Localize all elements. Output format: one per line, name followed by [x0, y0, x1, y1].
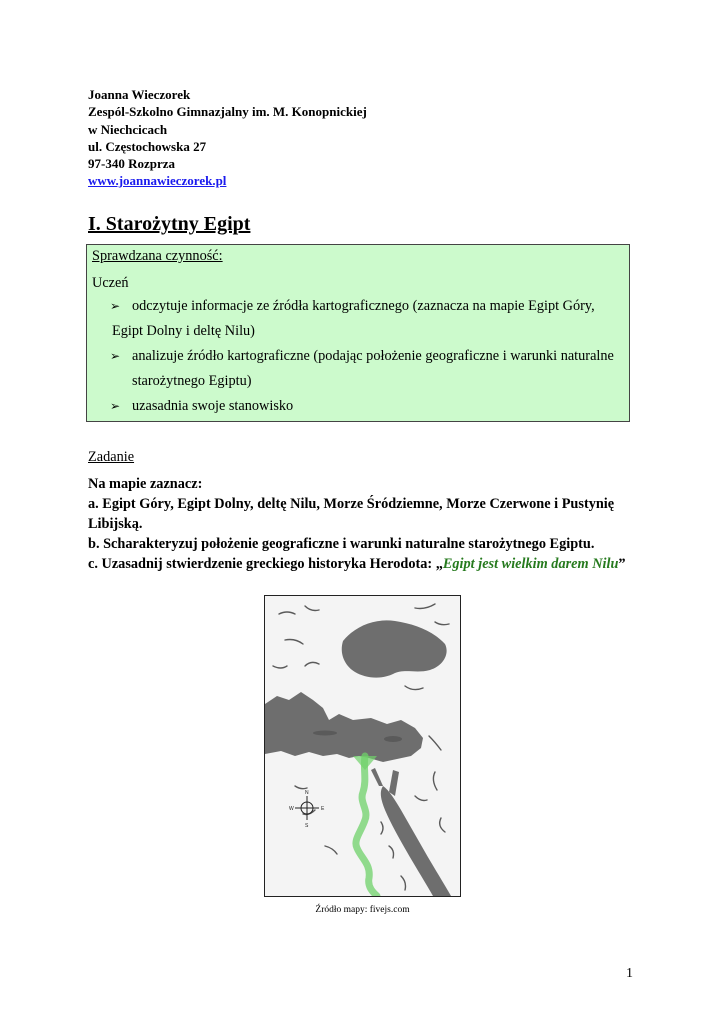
herodotus-quote: Egipt jest wielkim darem Nilu [442, 556, 619, 572]
crete-island [313, 731, 337, 736]
skill-item-3-text: uzasadnia swoje stanowisko [132, 398, 294, 414]
skill-item-2-text: analizuje źródło kartograficzne (podając położenie geograficzne i warunki naturalne [132, 348, 614, 364]
arrow-bullet-icon: ➢ [110, 299, 121, 313]
map-drawing [265, 596, 460, 896]
skill-item-2 [110, 348, 614, 365]
compass-e-label: E [321, 806, 325, 812]
skills-label: Sprawdzana czynność: [92, 248, 223, 264]
compass-w-label: W [289, 806, 294, 812]
skills-intro: Uczeń [92, 275, 129, 291]
author-street: ul. Częstochowska 27 [88, 138, 207, 154]
author-postcode: 97-340 Rozprza [88, 156, 176, 172]
task-b: b. Scharakteryzuj położenie geograficzne i warunki naturalne starożytnego Egiptu. [88, 536, 595, 552]
task-c [88, 554, 648, 574]
arrow-bullet-icon: ➢ [110, 399, 121, 413]
page-number: 1 [626, 966, 633, 981]
egypt-map[interactable] [264, 595, 461, 897]
skill-item-1-text: odczytuje informacje ze źródła kartograficznego (zaznacza na mapie Egipt Góry, [132, 298, 595, 314]
cyprus-island [384, 736, 402, 742]
skill-item-1-continuation: Egipt Dolny i deltę Nilu) [112, 323, 255, 339]
task-a: a. Egipt Góry, Egipt Dolny, deltę Nilu, Morze Śródziemne, Morze Czerwone i Pustynię Libijską. [88, 496, 615, 532]
task-intro: Na mapie zaznacz: [88, 476, 203, 492]
task-c-prefix: c. Uzasadnij stwierdzenie greckiego historyka Herodota: „ [88, 556, 443, 572]
task-block [88, 474, 648, 574]
skill-item-1 [110, 298, 595, 315]
arrow-bullet-icon: ➢ [110, 349, 121, 363]
skills-box [86, 244, 630, 422]
map-caption: Źródło mapy: fivejs.com [315, 905, 410, 915]
author-name: Joanna Wieczorek [88, 87, 191, 102]
skill-item-2-continuation: starożytnego Egiptu) [132, 373, 252, 389]
skill-item-3 [110, 398, 293, 415]
task-label: Zadanie [88, 449, 135, 465]
task-c-suffix: ” [618, 556, 626, 572]
section-heading: I. Starożytny Egipt [88, 213, 251, 235]
author-school: Zespól-Szkolno Gimnazjalny im. M. Konopnickiej [88, 104, 367, 120]
compass-n-label: N [305, 790, 309, 796]
author-block [88, 86, 367, 190]
author-town: w Niechcicach [88, 121, 168, 137]
compass-s-label: S [305, 823, 309, 829]
author-website-link[interactable]: www.joannawieczorek.pl [88, 173, 227, 189]
